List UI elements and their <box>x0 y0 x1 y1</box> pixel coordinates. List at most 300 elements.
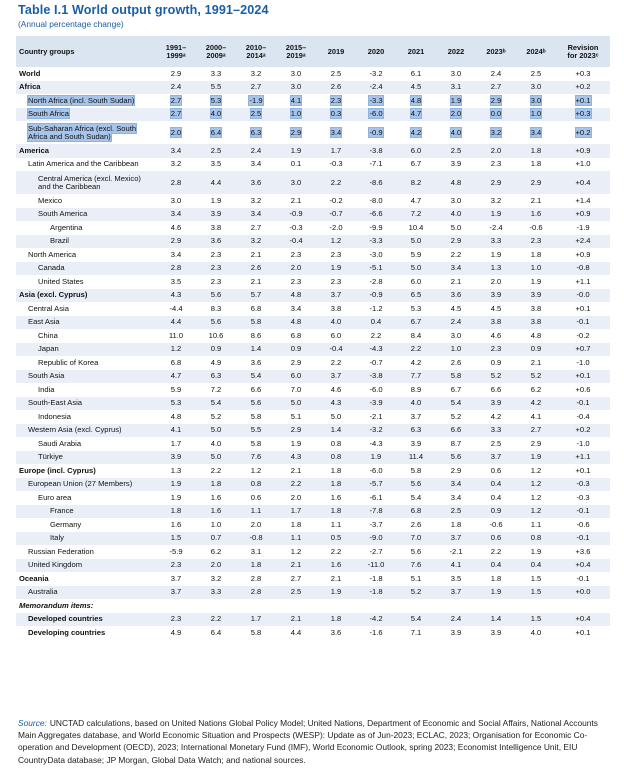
value-cell <box>516 424 556 438</box>
value-cell <box>436 410 476 424</box>
cell-value: 6.7 <box>450 384 462 394</box>
cell-value: 6.4 <box>210 627 222 637</box>
value-cell <box>476 491 516 505</box>
value-cell <box>556 383 610 397</box>
cell-value: 1.9 <box>530 546 542 556</box>
value-cell <box>556 343 610 357</box>
cell-value: 4.8 <box>290 317 302 327</box>
column-header-line: 2023ᵇ <box>486 46 506 56</box>
cell-value: -3.3 <box>369 236 383 246</box>
cell-value: -0.8 <box>576 263 590 273</box>
value-cell <box>396 108 436 122</box>
row-label-cell <box>16 572 156 586</box>
value-cell <box>356 559 396 573</box>
value-cell <box>436 302 476 316</box>
value-cell <box>436 545 476 559</box>
value-cell <box>476 208 516 222</box>
cell-value: 2.8 <box>250 573 262 583</box>
cell-value: 4.5 <box>490 303 502 313</box>
cell-value: 5.0 <box>330 411 342 421</box>
table-row <box>16 424 610 438</box>
value-cell <box>516 235 556 249</box>
table-header <box>16 36 610 67</box>
column-header-line: 2020 <box>367 46 385 56</box>
value-cell <box>276 171 316 194</box>
cell-value: 2.9 <box>290 127 302 137</box>
cell-value: 5.8 <box>450 371 462 381</box>
cell-value: -0.1 <box>576 573 590 583</box>
value-cell <box>196 370 236 384</box>
value-cell <box>476 144 516 158</box>
cell-value: 11.0 <box>168 330 184 340</box>
cell-value: -0.1 <box>576 398 590 408</box>
value-cell <box>356 572 396 586</box>
value-cell <box>236 171 276 194</box>
value-cell <box>556 275 610 289</box>
value-cell <box>516 67 556 81</box>
value-cell <box>356 144 396 158</box>
value-cell <box>396 383 436 397</box>
cell-value: 1.7 <box>170 438 182 448</box>
cell-value: 1.3 <box>490 263 502 273</box>
cell-value: 2.4 <box>490 68 502 78</box>
value-cell <box>276 559 316 573</box>
value-cell <box>476 262 516 276</box>
cell-value: 1.9 <box>170 479 182 489</box>
column-header <box>316 36 356 67</box>
value-cell <box>156 329 196 343</box>
value-cell <box>476 559 516 573</box>
value-cell <box>356 329 396 343</box>
cell-value: -3.3 <box>369 95 383 105</box>
cell-value: 4.1 <box>290 95 302 105</box>
cell-value: -0.1 <box>576 533 590 543</box>
value-cell <box>316 370 356 384</box>
value-cell <box>356 108 396 122</box>
value-cell <box>396 532 436 546</box>
value-cell <box>196 81 236 95</box>
value-cell <box>396 505 436 519</box>
cell-value: 2.2 <box>490 546 502 556</box>
cell-value: 3.3 <box>210 68 222 78</box>
cell-value: 5.8 <box>250 317 262 327</box>
value-cell <box>236 505 276 519</box>
cell-value: 1.0 <box>290 109 302 119</box>
value-cell <box>316 94 356 108</box>
cell-value: 1.9 <box>370 452 382 462</box>
value-cell <box>516 275 556 289</box>
row-label: Japan <box>38 344 59 354</box>
cell-value: 2.2 <box>210 465 222 475</box>
value-cell <box>436 235 476 249</box>
cell-value: -0.9 <box>369 290 383 300</box>
value-cell <box>276 262 316 276</box>
value-cell <box>396 518 436 532</box>
cell-value: 0.4 <box>530 560 542 570</box>
value-cell <box>276 505 316 519</box>
value-cell <box>156 559 196 573</box>
cell-value: -1.8 <box>369 573 383 583</box>
row-label: South America <box>38 209 88 219</box>
cell-value: 3.4 <box>330 127 342 137</box>
value-cell <box>476 613 516 627</box>
value-cell <box>156 464 196 478</box>
cell-value: 1.5 <box>170 533 182 543</box>
cell-value: 2.2 <box>330 546 342 556</box>
cell-value: 3.4 <box>450 479 462 489</box>
cell-value: 2.3 <box>210 249 222 259</box>
cell-value: 5.2 <box>410 587 422 597</box>
cell-value: 1.8 <box>530 249 542 259</box>
value-cell <box>156 505 196 519</box>
value-cell <box>556 302 610 316</box>
table-body <box>16 67 610 640</box>
cell-value: 6.7 <box>410 159 422 169</box>
value-cell <box>436 343 476 357</box>
cell-value: 3.7 <box>450 587 462 597</box>
value-cell <box>236 121 276 144</box>
cell-value: +0.7 <box>575 344 591 354</box>
value-cell <box>236 626 276 640</box>
column-header-country-groups <box>16 36 156 67</box>
value-cell <box>316 316 356 330</box>
cell-value: 1.9 <box>290 145 302 155</box>
table-row <box>16 410 610 424</box>
cell-value: 1.2 <box>530 506 542 516</box>
cell-value: 1.1 <box>330 519 342 529</box>
value-cell <box>396 464 436 478</box>
cell-value: 4.1 <box>450 560 462 570</box>
value-cell <box>396 316 436 330</box>
value-cell <box>516 81 556 95</box>
value-cell <box>436 599 476 613</box>
cell-value: 2.2 <box>330 177 342 187</box>
cell-value: 2.2 <box>450 249 462 259</box>
cell-value: 10.4 <box>408 222 424 232</box>
cell-value: 5.3 <box>410 303 422 313</box>
value-cell <box>236 144 276 158</box>
value-cell <box>196 410 236 424</box>
value-cell <box>196 208 236 222</box>
value-cell <box>396 586 436 600</box>
value-cell <box>196 67 236 81</box>
row-label-cell <box>16 613 156 627</box>
cell-value: 0.6 <box>250 492 262 502</box>
table-row <box>16 275 610 289</box>
value-cell <box>196 108 236 122</box>
value-cell <box>196 248 236 262</box>
cell-value: 0.8 <box>250 479 262 489</box>
value-cell <box>156 194 196 208</box>
column-header <box>196 36 236 67</box>
value-cell <box>356 302 396 316</box>
cell-value: -9.9 <box>369 222 383 232</box>
cell-value: 6.6 <box>490 384 502 394</box>
value-cell <box>436 397 476 411</box>
cell-value: 2.3 <box>330 95 342 105</box>
cell-value: -0.4 <box>329 344 343 354</box>
cell-value: 2.5 <box>530 68 542 78</box>
value-cell <box>436 572 476 586</box>
row-label: South-East Asia <box>28 398 83 408</box>
value-cell <box>516 397 556 411</box>
cell-value: 3.9 <box>490 290 502 300</box>
cell-value: 4.6 <box>330 384 342 394</box>
cell-value: 5.8 <box>250 438 262 448</box>
row-label: Argentina <box>50 222 83 232</box>
value-cell <box>396 248 436 262</box>
cell-value: 3.8 <box>490 317 502 327</box>
cell-value: 5.6 <box>210 317 222 327</box>
cell-value: 2.1 <box>290 195 302 205</box>
cell-value: 1.2 <box>330 236 342 246</box>
cell-value: 1.8 <box>250 560 262 570</box>
cell-value: 2.7 <box>170 95 182 105</box>
value-cell <box>476 81 516 95</box>
value-cell <box>196 437 236 451</box>
value-cell <box>316 478 356 492</box>
value-cell <box>196 464 236 478</box>
table-row <box>16 248 610 262</box>
header-row <box>16 36 610 67</box>
value-cell <box>516 316 556 330</box>
value-cell <box>356 356 396 370</box>
cell-value: 7.0 <box>410 533 422 543</box>
cell-value: 3.4 <box>290 303 302 313</box>
cell-value: 2.7 <box>290 573 302 583</box>
value-cell <box>236 410 276 424</box>
cell-value: 1.6 <box>330 560 342 570</box>
value-cell <box>356 545 396 559</box>
cell-value: 7.2 <box>210 384 222 394</box>
value-cell <box>196 559 236 573</box>
cell-value: -5.7 <box>369 479 383 489</box>
cell-value: 4.0 <box>210 109 222 119</box>
row-label-cell <box>16 370 156 384</box>
cell-value: 1.8 <box>290 519 302 529</box>
value-cell <box>196 316 236 330</box>
table-row <box>16 599 610 613</box>
value-cell <box>276 451 316 465</box>
value-cell <box>316 424 356 438</box>
value-cell <box>156 491 196 505</box>
value-cell <box>196 424 236 438</box>
row-label: Europe (incl. Cyprus) <box>19 465 96 475</box>
value-cell <box>476 424 516 438</box>
value-cell <box>436 208 476 222</box>
value-cell <box>556 424 610 438</box>
cell-value: 2.0 <box>210 560 222 570</box>
cell-value: 1.6 <box>210 492 222 502</box>
row-label: United Kingdom <box>28 560 83 570</box>
value-cell <box>316 158 356 172</box>
value-cell <box>356 171 396 194</box>
cell-value: 1.8 <box>530 145 542 155</box>
value-cell <box>236 302 276 316</box>
value-cell <box>476 383 516 397</box>
cell-value: 3.4 <box>170 145 182 155</box>
value-cell <box>276 108 316 122</box>
value-cell <box>276 289 316 303</box>
cell-value: 2.5 <box>450 145 462 155</box>
value-cell <box>556 221 610 235</box>
cell-value: -6.0 <box>369 109 383 119</box>
value-cell <box>476 370 516 384</box>
row-label-cell <box>16 194 156 208</box>
cell-value: 2.0 <box>450 109 462 119</box>
value-cell <box>516 599 556 613</box>
value-cell <box>516 343 556 357</box>
value-cell <box>476 275 516 289</box>
cell-value: +0.1 <box>575 465 591 475</box>
output-growth-table <box>16 36 610 640</box>
row-label-cell <box>16 144 156 158</box>
cell-value: 5.0 <box>210 452 222 462</box>
value-cell <box>516 108 556 122</box>
cell-value: +0.3 <box>575 68 591 78</box>
table-row <box>16 370 610 384</box>
value-cell <box>396 356 436 370</box>
cell-value: 2.5 <box>450 506 462 516</box>
cell-value: -4.3 <box>369 344 383 354</box>
cell-value: 1.4 <box>250 344 262 354</box>
value-cell <box>356 94 396 108</box>
cell-value: 5.8 <box>410 465 422 475</box>
value-cell <box>196 329 236 343</box>
value-cell <box>276 464 316 478</box>
table-row <box>16 491 610 505</box>
row-label-cell <box>16 626 156 640</box>
cell-value: 1.8 <box>450 519 462 529</box>
value-cell <box>276 343 316 357</box>
cell-value: 1.9 <box>490 587 502 597</box>
value-cell <box>356 121 396 144</box>
value-cell <box>276 518 316 532</box>
cell-value: 5.8 <box>250 627 262 637</box>
column-header-line: 2010– <box>245 42 267 52</box>
value-cell <box>236 108 276 122</box>
cell-value: 7.1 <box>410 627 422 637</box>
value-cell <box>316 171 356 194</box>
value-cell <box>476 626 516 640</box>
cell-value: 3.0 <box>450 68 462 78</box>
value-cell <box>156 302 196 316</box>
cell-value: 5.5 <box>250 425 262 435</box>
cell-value: 5.1 <box>290 411 302 421</box>
cell-value: -6.1 <box>369 492 383 502</box>
cell-value: 6.8 <box>290 330 302 340</box>
value-cell <box>516 491 556 505</box>
cell-value: 0.1 <box>290 159 302 169</box>
value-cell <box>396 302 436 316</box>
table-row <box>16 108 610 122</box>
cell-value: -0.7 <box>329 209 343 219</box>
cell-value: 3.1 <box>250 546 262 556</box>
value-cell <box>476 194 516 208</box>
row-label: America <box>19 145 49 155</box>
cell-value: 1.6 <box>530 209 542 219</box>
value-cell <box>436 262 476 276</box>
table-row <box>16 586 610 600</box>
value-cell <box>516 383 556 397</box>
row-label-cell <box>16 410 156 424</box>
cell-value: 2.9 <box>450 465 462 475</box>
cell-value: 1.8 <box>530 159 542 169</box>
row-label: Western Asia (excl. Cyprus) <box>28 425 122 435</box>
cell-value: 4.0 <box>210 438 222 448</box>
value-cell <box>316 491 356 505</box>
value-cell <box>516 329 556 343</box>
value-cell <box>476 451 516 465</box>
value-cell <box>476 108 516 122</box>
value-cell <box>276 586 316 600</box>
cell-value: 2.5 <box>290 587 302 597</box>
value-cell <box>276 302 316 316</box>
cell-value: 4.5 <box>450 303 462 313</box>
cell-value: +0.3 <box>575 109 591 119</box>
cell-value: +1.1 <box>575 276 591 286</box>
cell-value: 1.4 <box>330 425 342 435</box>
cell-value: 2.9 <box>530 177 542 187</box>
cell-value: 3.2 <box>490 127 502 137</box>
value-cell <box>436 626 476 640</box>
value-cell <box>436 559 476 573</box>
column-header-line: 1991– <box>165 42 187 52</box>
value-cell <box>276 370 316 384</box>
row-label: United States <box>38 276 84 286</box>
cell-value: 4.8 <box>170 411 182 421</box>
value-cell <box>236 329 276 343</box>
value-cell <box>316 302 356 316</box>
table-title: Table I.1 World output growth, 1991–2024 <box>18 3 269 17</box>
value-cell <box>156 370 196 384</box>
value-cell <box>396 370 436 384</box>
value-cell <box>236 572 276 586</box>
cell-value: 0.0 <box>490 109 502 119</box>
cell-value: 2.9 <box>530 438 542 448</box>
value-cell <box>436 329 476 343</box>
value-cell <box>436 158 476 172</box>
value-cell <box>396 329 436 343</box>
value-cell <box>316 559 356 573</box>
value-cell <box>276 491 316 505</box>
cell-value: -8.0 <box>369 195 383 205</box>
cell-value: 2.1 <box>250 276 262 286</box>
value-cell <box>236 424 276 438</box>
value-cell <box>436 316 476 330</box>
cell-value: +0.0 <box>575 587 591 597</box>
value-cell <box>276 572 316 586</box>
value-cell <box>516 262 556 276</box>
value-cell <box>196 158 236 172</box>
row-label: China <box>38 330 58 340</box>
value-cell <box>516 144 556 158</box>
value-cell <box>356 343 396 357</box>
row-label: Germany <box>50 519 82 529</box>
cell-value: -5.1 <box>369 263 383 273</box>
value-cell <box>156 275 196 289</box>
row-label-cell <box>16 343 156 357</box>
cell-value: 5.0 <box>410 236 422 246</box>
cell-value: -11.0 <box>367 560 385 570</box>
value-cell <box>516 437 556 451</box>
column-header-line: 2019ᵃ <box>286 50 306 60</box>
row-label: North America <box>28 249 77 259</box>
row-label: Russian Federation <box>28 546 94 556</box>
value-cell <box>516 478 556 492</box>
value-cell <box>276 121 316 144</box>
cell-value: 5.7 <box>250 290 262 300</box>
